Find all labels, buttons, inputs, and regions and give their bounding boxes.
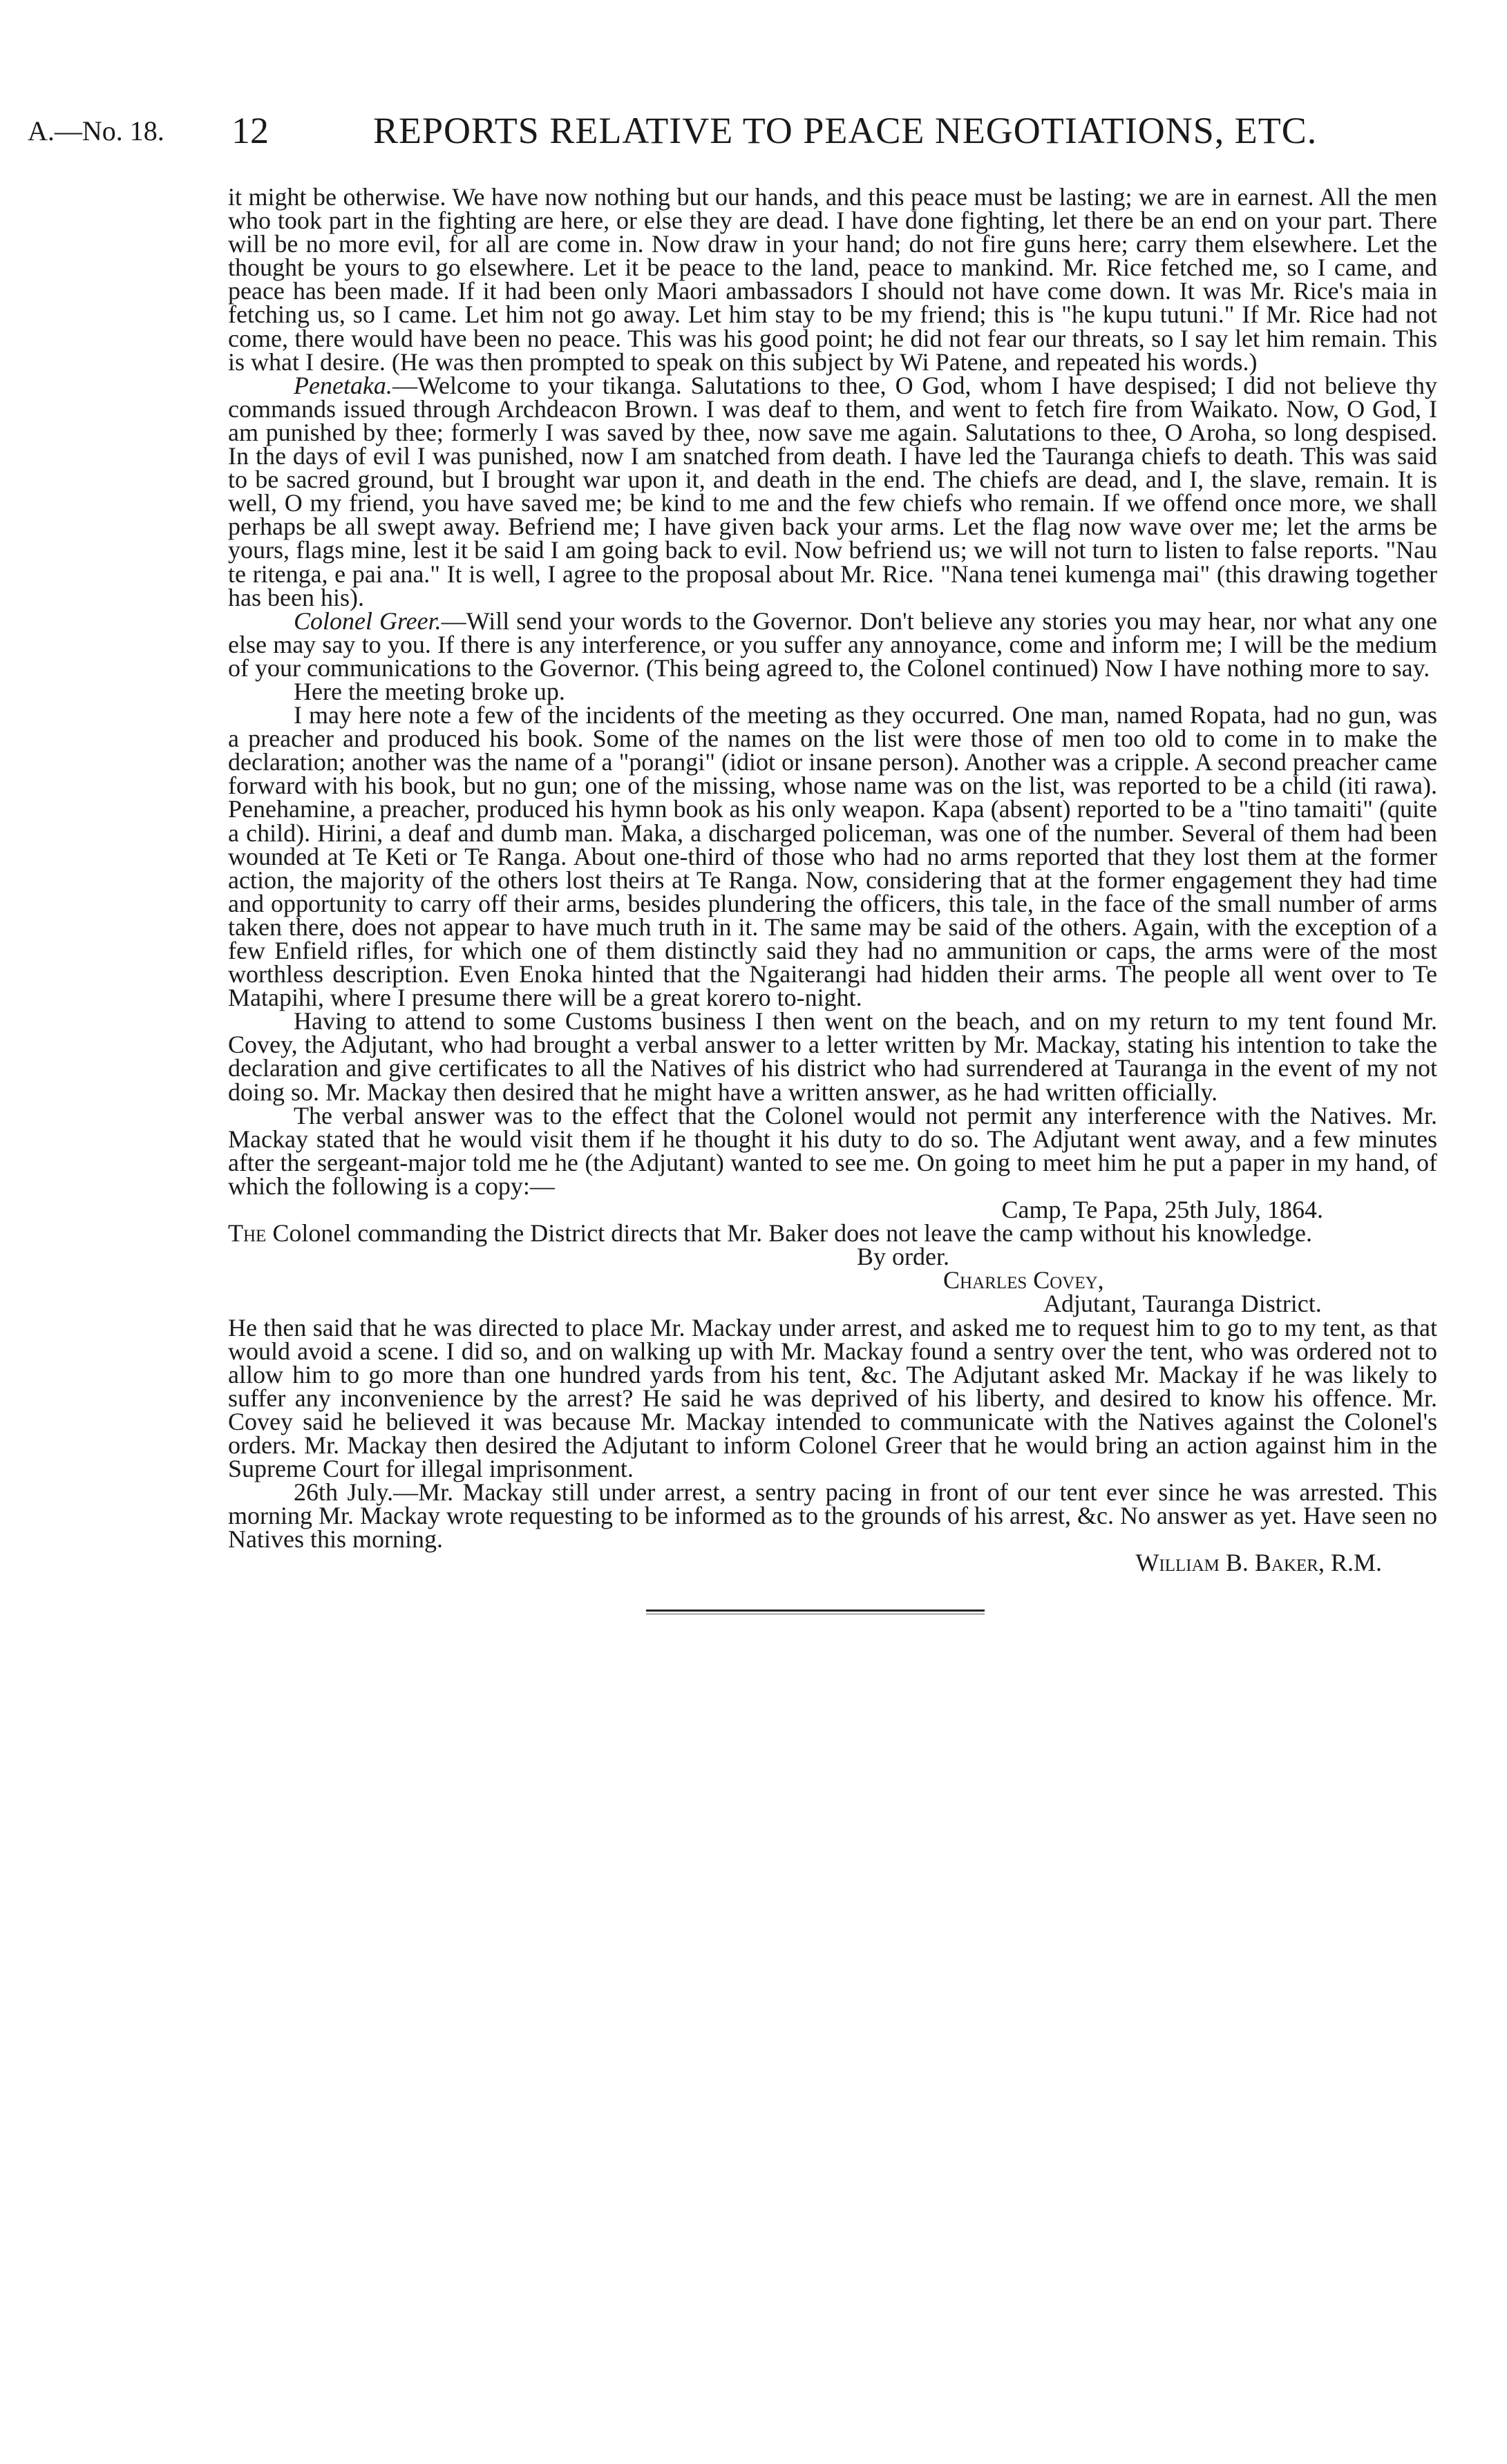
- order-date-line: Camp, Te Papa, 25th July, 1864.: [1001, 1196, 1323, 1224]
- paragraph: I may here note a few of the incidents of the meeting as they occurred. One man, named Ropata, had no gun, was a preacher and produced his book. Some of the names on the list were those of men too old to come in to make the declaration; another was the name of a "porangi" (idiot or insane person). Another was a cripple. A second preacher came forward with his book, but no gun; one of the missing, whose name was on the list, was reported to be a child (iti rawa). Penehamine, a preacher, produced his hymn book as his only weapon. Kapa (absent) reported to be a "tino tamaiti" (quite a child). Hirini, a deaf and dumb man. Maka, a discharged policeman, was one of the number. Several of them had been wounded at Te Keti or Te Ranga. About one-third of those who had no arms reported that they lost them at the former action, the majority of the others lost theirs at Te Ranga. Now, considering that at the former engagement they had time and opportunity to carry off their arms, besides plundering the officers, this tale, in the face of the small number of arms taken there, does not appear to have much truth in it. The same may be said of the others. Again, with the exception of a few Enfield rifles, for which one of them distinctly said they had no ammunition or caps, the arms were of the most worthless description. Even Enoka hinted that the Ngaiterangi had hidden their arms. The people all went over to Te Matapihi, where I presume there will be a great korero to-night.: [228, 701, 1437, 1012]
- speaker-name: Colonel Greer.: [294, 607, 442, 635]
- speech-colonel-greer: [228, 609, 1437, 680]
- order-signatory-title: Adjutant, Tauranga District.: [1043, 1290, 1322, 1318]
- order-body: Colonel commanding the District directs that Mr. Baker does not leave the camp without his knowledge.: [266, 1219, 1312, 1248]
- order-by-line: By order.: [857, 1243, 949, 1271]
- order-text: [228, 1219, 1437, 1248]
- page-number: 12: [231, 110, 269, 151]
- paragraph: it might be otherwise. We have now nothing but our hands, and this peace must be lasting; we are in earnest. All the men who took part in the fighting are here, or else they are dead. I have done fighting, let there be an end on your part. There will be no more evil, for all are come in. Now draw in your hand; do not fire guns here; carry them elsewhere. Let the thought be yours to go elsewhere. Let it be peace to the land, peace to mankind. Mr. Rice fetched me, so I came, and peace has been made. If it had been only Maori ambassadors I should not have come down. It was Mr. Rice's maia in fetching us, so I came. Let him not go away. Let him stay to be my friend; this is "he kupu tutuni." If Mr. Rice had not come, there would have been no peace. This was his good point; he did not fear our threats, so I say let him remain. This is what I desire. (He was then prompted to speak on this subject by Wi Patene, and repeated his words.): [228, 183, 1437, 376]
- order-lead-word: The: [228, 1219, 267, 1248]
- speech-penetaka: [228, 371, 1437, 611]
- closing-rule: [646, 1610, 985, 1612]
- speech-text: —Will send your words to the Governor. Don't believe any stories you may hear, nor what any one else may say to you. If there is any interference, or you suffer any annoyance, come and inform me; I will be the medium of your communications to the Governor. (This being agreed to, the Colonel continued) Now I have nothing more to say.: [228, 607, 1437, 682]
- speaker-name: Penetaka.: [294, 371, 392, 399]
- page-header: [28, 104, 1410, 159]
- document-body: [228, 185, 1437, 1575]
- paragraph: He then said that he was directed to place Mr. Mackay under arrest, and asked me to request him to go to my tent, as that would avoid a scene. I did so, and on walking up with Mr. Mackay found a sentry over the tent, who was ordered not to allow him to go more than one hundred yards from his tent, &c. The Adjutant asked Mr. Mackay if he was likely to suffer any inconvenience by the arrest? He said he was deprived of his liberty, and desired to know his offence. Mr. Covey said he believed it was because Mr. Mackay intended to communicate with the Natives against the Colonel's orders. Mr. Mackay then desired the Adjutant to inform Colonel Greer that he would bring an action against him in the Supreme Court for illegal imprisonment.: [228, 1313, 1437, 1483]
- speech-text: —Welcome to your tikanga. Salutations to thee, O God, whom I have despised; I did not believe thy commands issued through Archdeacon Brown. I was deaf to them, and went to fetch fire from Waikato. Now, O God, I am punished by thee; formerly I was saved by thee, now save me again. Salutations to thee, O Aroha, so long despised. In the days of evil I was punished, now I am snatched from death. I have led the Tauranga chiefs to death. This was said to be sacred ground, but I brought war upon it, and death in the end. The chiefs are dead, and I, the slave, remain. It is well, O my friend, you have saved me; be kind to me and the few chiefs who remain. If we offend once more, we shall perhaps be all swept away. Befriend me; I have given back your arms. Let the flag now wave over me; let the arms be yours, flags mine, lest it be said I am going back to evil. Now befriend us; we will not turn to listen to false reports. "Nau te ritenga, e pai ana." It is well, I agree to the proposal about Mr. Rice. "Nana tenei kumenga mai" (this drawing together has been his).: [228, 371, 1437, 611]
- order-signatory: Charles Covey,: [943, 1266, 1104, 1295]
- signature: William B. Baker, R.M.: [1135, 1549, 1382, 1577]
- paragraph: Having to attend to some Customs business I then went on the beach, and on my return to my tent found Mr. Covey, the Adjutant, who had brought a verbal answer to a letter written by Mr. Mackay, stating his intention to take the declaration and give certificates to all the Natives of his district who had surrendered at Tauranga in the event of my not doing so. Mr. Mackay then desired that he might have a written answer, as he had written officially.: [228, 1007, 1437, 1106]
- paragraph: The verbal answer was to the effect that the Colonel would not permit any interference with the Natives. Mr. Mackay stated that he would visit them if he thought it his duty to do so. The Adjutant went away, and a few minutes after the sergeant-major told me he (the Adjutant) wanted to see me. On going to meet him he put a paper in my hand, of which the following is a copy:—: [228, 1101, 1437, 1200]
- paragraph: 26th July.—Mr. Mackay still under arrest, a sentry pacing in front of our tent ever since he was arrested. This morning Mr. Mackay wrote requesting to be informed as to the grounds of his arrest, &c. No answer as yet. Have seen no Natives this morning.: [228, 1478, 1437, 1554]
- paragraph: Here the meeting broke up.: [294, 677, 565, 705]
- page-title: REPORTS RELATIVE TO PEACE NEGOTIATIONS, ETC.: [373, 110, 1318, 151]
- document-code: A.—No. 18.: [28, 115, 164, 146]
